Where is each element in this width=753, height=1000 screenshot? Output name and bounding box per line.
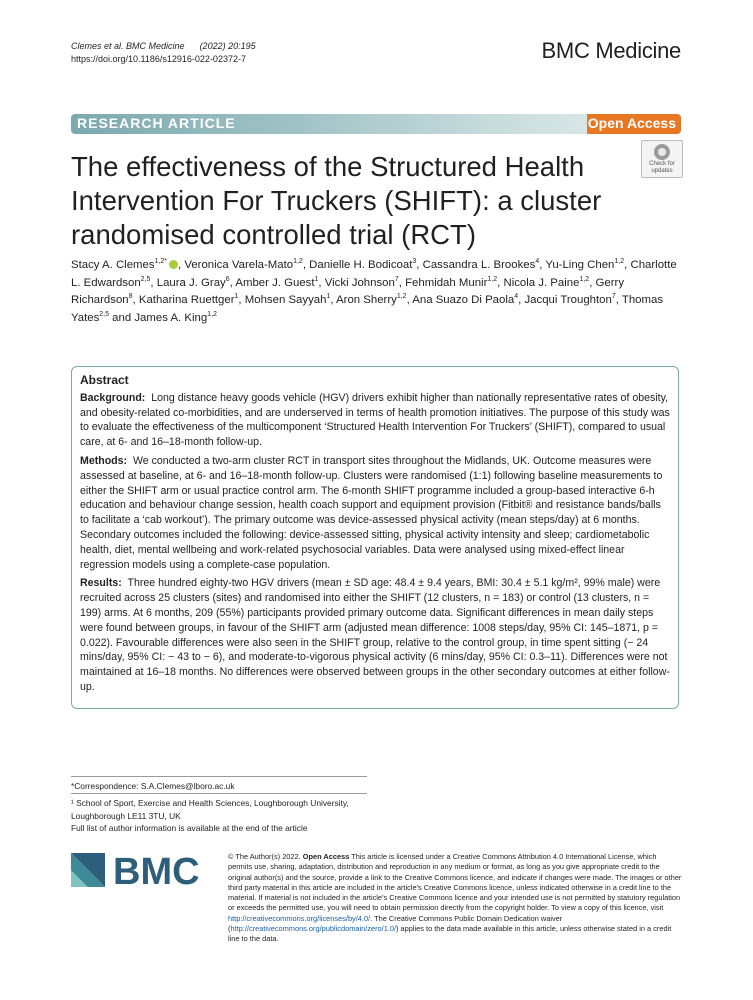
author-name: Ana Suazo Di Paola (412, 294, 515, 306)
license-body3: ) applies to the data made available in this article, unless otherwise stated in a credit line to the data. (228, 924, 672, 944)
author-affiliation-sup: 3 (412, 258, 417, 266)
check-for-updates-button[interactable] (641, 140, 683, 178)
abstract-heading: Abstract (80, 373, 129, 387)
citation-meta: (2022) 20:195 (199, 41, 256, 51)
author (157, 277, 230, 289)
author-name: Vicki Johnson (324, 276, 395, 289)
author (524, 294, 615, 306)
background-text: Long distance heavy goods vehicle (HGV) drivers exhibit higher than nationally representative rates of obesity, and obesity-related co-morbidities, and are underserved in terms of health promotion initiatives. The purpose of this study was to evaluate the effectiveness of the multicomponent ‘Structured Health Intervention For Truckers’ (SHIFT), compared to usual care, at 6- and 16–18-month follow-up. (80, 391, 670, 449)
author-affiliation-sup: 1,2 (579, 275, 590, 283)
check-updates-icon (654, 144, 670, 160)
author-name: Amber J. Guest (235, 276, 315, 289)
bmc-logo (71, 853, 211, 887)
affiliation-1: ¹ School of Sport, Exercise and Health Sciences, Loughborough University, Loughborough LE11 3TU, UK (71, 798, 349, 821)
check-updates-line1: Check for (649, 161, 675, 167)
author-name: James A. King (134, 311, 208, 324)
correspondence: *Correspondence: S.A.Clemes@lboro.ac.uk (71, 781, 235, 791)
doi-link[interactable]: https://doi.org/10.1186/s12916-022-02372-7 (71, 54, 246, 64)
license-body1: This article is licensed under a Creative Commons Attribution 4.0 International License, which permits use, sharing, adaptation, distribution and reproduction in any medium or format, as long as you give appropriate credit to the original author(s) and the source, provide a link to the Creative Commons licence, and indicate if changes were made. The images or other third party material in this article are included in the article’s Creative Commons licence, unless indicated otherwise in a credit line to the material. If material is not included in the article’s Creative Commons licence and your intended use is not permitted by statutory regulation or exceeds the permitted use, you will need to obtain permission directly from the copyright holder. To view a copy of this licence, visit (228, 852, 682, 913)
author-name: Danielle H. Bodicoat (309, 259, 413, 271)
article-type: RESEARCH ARTICLE (77, 115, 236, 131)
author-affiliation-sup: 1,2 (396, 293, 407, 301)
author-name: Nicola J. Paine (503, 276, 580, 289)
license-link-cc-by[interactable]: http://creativecommons.org/licenses/by/4.0/ (228, 913, 371, 923)
check-updates-line2: updates (651, 168, 673, 174)
author (325, 277, 399, 289)
citation-authors: Clemes et al. BMC Medicine (71, 41, 185, 51)
author-name: Stacy A. Clemes (71, 259, 155, 271)
author-name: Fehmidah Munir (405, 276, 488, 289)
open-access-badge (587, 114, 681, 134)
author-name: Mohsen Sayyah (244, 294, 327, 306)
author-name: Gerry Richardson (71, 276, 625, 306)
abstract-results (80, 576, 672, 694)
author (309, 259, 416, 271)
author (245, 294, 331, 306)
license-oa-label: Open Access (302, 852, 350, 861)
author-info-note: Full list of author information is available at the end of the article (71, 823, 308, 833)
author-affiliation-sup: 7 (611, 293, 616, 301)
abstract-methods (80, 454, 672, 572)
author-affiliation-sup: 1,2* (154, 258, 168, 266)
journal-name: BMC Medicine (541, 38, 681, 63)
author-name: Veronica Varela-Mato (184, 259, 294, 271)
open-access-label: Open Access (587, 115, 676, 131)
abstract-background (80, 391, 672, 450)
author-name: Thomas Yates (71, 294, 664, 324)
author-affiliation-sup: 1,2 (487, 275, 498, 283)
license-text (228, 852, 682, 945)
author-affiliation-sup: 1 (314, 275, 319, 283)
author-affiliation-sup: 6 (225, 275, 230, 283)
author-affiliation-sup: 2,5 (99, 310, 110, 318)
methods-label: Methods: (80, 454, 128, 467)
author (423, 259, 540, 271)
author-affiliation-sup: 7 (394, 275, 399, 283)
affiliation (71, 797, 371, 835)
author-affiliation-sup: 2,5 (140, 275, 151, 283)
license-link-cc0[interactable]: http://creativecommons.org/publicdomain/zero/1.0/ (230, 924, 397, 934)
footnote-rule-top (71, 776, 367, 777)
author (134, 312, 217, 324)
author-name: Laura J. Gray (156, 276, 226, 289)
license-prefix: © The Author(s) 2022. (228, 852, 301, 861)
author-name: Cassandra L. Brookes (422, 259, 536, 271)
author-affiliation-sup: 8 (128, 293, 133, 301)
author-list: Stacy A. Clemes$^{1,2*}$ , Veronica Varela-Mato$^{1,2}$, Danielle H. Bodicoat$^3$, Cassandra L. Brookes$^4$, Yu-Ling Chen$^{1,2}$, Charlotte L. Edwardson$^{2,5}$, Laura J. Gray$^6$, Amber J. Guest$^1$, Vicki Johnson$^7$, Fehmidah Munir$^{1,2}$, Nicola J. Paine$^{1,2}$, Gerry Richardson$^8$, Katharina Ruettger$^1$, Mohsen Sayyah$^1$, Aron Sherry$^{1,2}$, Ana Suazo Di Paola$^4$, Jacqui Troughton$^7$, Thomas Yates$^{2,5}$ and James A. King$^{1,2}$ (71, 258, 677, 324)
author (503, 277, 589, 289)
author (405, 277, 497, 289)
author (139, 294, 239, 306)
orcid-icon[interactable] (169, 260, 178, 269)
author-affiliation-sup: 1,2 (207, 310, 217, 318)
author-affiliation-sup: 4 (514, 293, 519, 301)
author-name: Jacqui Troughton (524, 294, 612, 306)
author-affiliation-sup: 1,2 (614, 258, 625, 266)
citation-header (71, 40, 256, 66)
author-affiliation-sup: 4 (535, 258, 540, 266)
author-affiliation-sup: 1 (234, 293, 239, 301)
author-name: Katharina Ruettger (138, 294, 235, 306)
author-name: Aron Sherry (336, 294, 397, 306)
results-label: Results: (80, 577, 122, 590)
license-body2: . The Creative Commons Public Domain Dedication waiver ( (228, 913, 563, 934)
author (71, 259, 178, 271)
author (336, 294, 407, 306)
article-title: The effectiveness of the Structured Health Intervention For Truckers (SHIFT): a cluster randomised controlled trial (RCT) (71, 151, 602, 250)
author (545, 259, 624, 271)
footnote-rule-mid (71, 793, 367, 794)
author-affiliation-sup: 1,2 (293, 258, 303, 266)
background-label: Background: (80, 391, 146, 404)
author (184, 259, 302, 271)
author (235, 277, 318, 289)
author-name: Charlotte L. Edwardson (71, 259, 677, 289)
author (412, 294, 518, 306)
results-text: Three hundred eighty-two HGV drivers (mean ± SD age: 48.4 ± 9.4 years, BMI: 30.4 ± 5.1 kg/m², 99% male) were recruited across 25 clusters (sites) and randomised into either the SHIFT (12 clusters, n = 183) or control (13 clusters, n = 199) arms. At 6 months, 209 (55%) participants provided primary outcome data. Significant differences in mean daily steps were found between groups, in favour of the SHIFT arm (adjusted mean difference: 1008 steps/day, 95% CI: 145–1871, p = 0.022). Favourable differences were also seen in the SHIFT group, relative to the control group, in time spent sitting (− 24 mins/day, 95% CI: − 43 to − 6), and moderate-to-vigorous physical activity (6 mins/day, 95% CI: 0.3–11). Differences were not maintained at 16–18 months. No differences were observed between groups in the other secondary outcomes at either follow-up. (80, 577, 670, 693)
bmc-logo-text: BMC (113, 853, 200, 887)
bmc-logo-mark (71, 853, 211, 887)
methods-text: We conducted a two-arm cluster RCT in transport sites throughout the Midlands, UK. Outcome measures were assessed at baseline, at 6- and 16–18-month follow-up. Clusters were randomised (1:1) following baseline measurements to either the SHIFT arm or usual practice control arm. The 6-month SHIFT programme included a group-based interactive 6-h education and behaviour change session, health coach support and equipment provision (Fitbit® and resistance bands/balls to facilitate a ‘cab workout’). The primary outcome was device-assessed physical activity (mean steps/day) at 6 months. Secondary outcomes included the following: device-assessed sitting, physical activity intensity and sleep; cardiometabolic health, diet, mental wellbeing and work-related psychosocial variables. Data were analysed using mixed-effect linear regression models using a complete-case population. (80, 454, 663, 571)
abstract (80, 373, 672, 699)
author-affiliation-sup: 1 (326, 293, 331, 301)
author-name: Yu-Ling Chen (545, 259, 615, 271)
